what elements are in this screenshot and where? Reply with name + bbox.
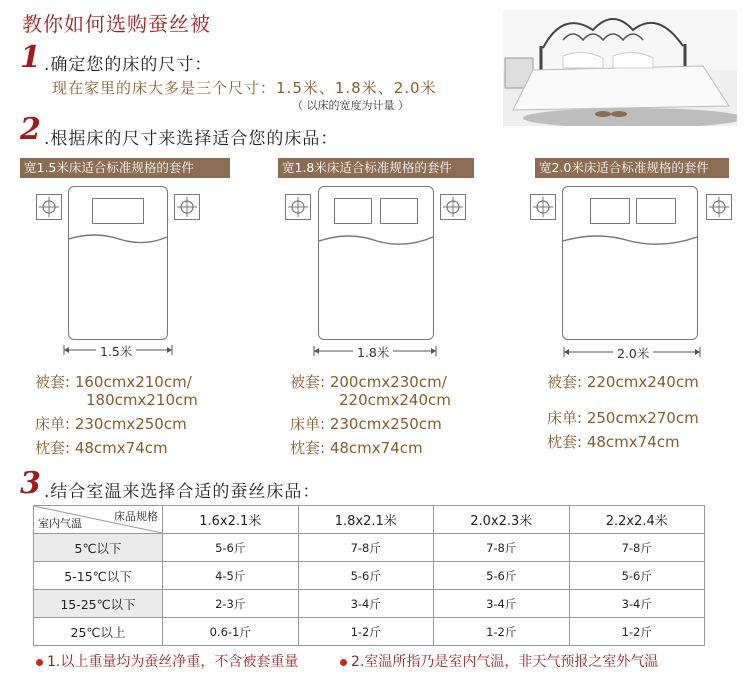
sheet-label: 床单:	[35, 415, 71, 433]
table-header-row	[34, 506, 705, 534]
lamp-icon	[531, 195, 555, 219]
bed-header: 宽1.5米床适合标准规格的套件	[20, 158, 230, 178]
column-header: 1.8x2.1米	[298, 506, 434, 534]
table-cell: 3-4斤	[569, 590, 705, 618]
bed-header: 宽2.0米床适合标准规格的套件	[535, 158, 729, 178]
bed-diagram-1	[20, 158, 230, 178]
table-row	[34, 562, 705, 590]
footnote-2-text: 2.室温所指乃是室内气温，非天气预报之室外气温	[351, 654, 659, 670]
lamp-icon	[707, 195, 731, 219]
table-cell: 7-8斤	[569, 534, 705, 562]
cover-value: 200cmx230cm/	[329, 373, 447, 391]
cover-label: 被套:	[35, 373, 71, 391]
footnote-2	[340, 651, 658, 671]
step1-number: 1	[20, 40, 41, 75]
cover-value-2: 220cmx240cm	[339, 391, 451, 409]
table-cell: 5-6斤	[298, 562, 434, 590]
row-header: 5-15℃以下	[34, 562, 163, 590]
lamp-icon	[175, 195, 199, 219]
bed-frame	[562, 186, 698, 340]
table-cell: 0.6-1斤	[163, 618, 299, 646]
bullet-dot-icon	[340, 659, 347, 666]
sheet-value: 250cmx270cm	[586, 409, 699, 427]
table-cell: 4-5斤	[163, 562, 299, 590]
bullet-dot-icon	[36, 659, 43, 666]
cover-value: 160cmx210cm/	[74, 373, 192, 391]
sheet-value: 230cmx250cm	[74, 415, 187, 433]
corner-top-label: 床品规格	[114, 510, 158, 523]
cover-label: 被套:	[547, 373, 583, 391]
table-cell: 2-3斤	[163, 590, 299, 618]
bed-width-label: 1.8米	[353, 343, 393, 361]
step3-heading: .结合室温来选择合适的蚕丝床品：	[44, 482, 321, 502]
pillow	[92, 198, 144, 224]
pillowcase-value: 48cmx74cm	[329, 439, 423, 457]
nightstand-right	[706, 194, 732, 220]
bed-diagram-3	[535, 158, 729, 178]
table-cell: 5-6斤	[569, 562, 705, 590]
lamp-icon	[441, 195, 465, 219]
column-header: 1.6x2.1米	[163, 506, 299, 534]
sheet-label: 床单:	[290, 415, 326, 433]
weight-table	[33, 505, 705, 646]
table-cell: 1-2斤	[569, 618, 705, 646]
spec-block-2	[290, 373, 451, 457]
step1-note: （ 以床的宽度为计量 ）	[292, 99, 409, 112]
table-cell: 1-2斤	[434, 618, 570, 646]
lamp-icon	[37, 195, 61, 219]
column-header: 2.2x2.4米	[569, 506, 705, 534]
row-header: 15-25℃以下	[34, 590, 163, 618]
corner-bottom-label: 室内气温	[38, 517, 82, 530]
footnote-1-text: 1.以上重量均为蚕丝净重，不含被套重量	[47, 654, 299, 670]
spec-block-3	[547, 373, 699, 451]
pillowcase-value: 48cmx74cm	[74, 439, 168, 457]
page-title: 教你如何选购蚕丝被	[22, 12, 211, 36]
table-cell: 5-6斤	[434, 562, 570, 590]
table-cell: 1-2斤	[298, 618, 434, 646]
pillowcase-label: 枕套:	[290, 439, 326, 457]
table-row	[34, 590, 705, 618]
nightstand-right	[174, 194, 200, 220]
footnote-1	[36, 651, 298, 671]
cover-label: 被套:	[290, 373, 326, 391]
step2-heading: .根据床的尺寸来选择适合您的床品：	[44, 129, 339, 149]
column-header: 2.0x2.3米	[434, 506, 570, 534]
step1-heading: .确定您的床的尺寸：	[44, 55, 213, 75]
table-cell: 3-4斤	[298, 590, 434, 618]
table-row	[34, 618, 705, 646]
nightstand-right	[440, 194, 466, 220]
step2-number: 2	[20, 112, 41, 147]
pillow	[334, 198, 372, 224]
table-cell: 7-8斤	[298, 534, 434, 562]
bed-diagram-2	[278, 158, 474, 178]
table-corner-cell	[34, 506, 163, 534]
pillowcase-label: 枕套:	[547, 433, 583, 451]
bed-header: 宽1.8米床适合标准规格的套件	[278, 158, 474, 178]
pillow	[590, 198, 630, 224]
lamp-icon	[286, 195, 310, 219]
row-header: 25℃以上	[34, 618, 163, 646]
cover-value-2: 180cmx210cm	[86, 391, 198, 409]
bed-width-label: 1.5米	[96, 342, 136, 360]
table-cell: 3-4斤	[434, 590, 570, 618]
bed-width-label: 2.0米	[613, 344, 653, 362]
nightstand-left	[36, 194, 62, 220]
step1-line: 现在家里的床大多是三个尺寸：1.5米、1.8米、2.0米	[52, 79, 437, 97]
pillowcase-label: 枕套:	[35, 439, 71, 457]
bedroom-photo	[503, 10, 737, 126]
pillow	[636, 198, 676, 224]
pillowcase-value: 48cmx74cm	[586, 433, 680, 451]
table-row	[34, 534, 705, 562]
sheet-label: 床单:	[547, 409, 583, 427]
table-cell: 7-8斤	[434, 534, 570, 562]
row-header: 5℃以下	[34, 534, 163, 562]
table-cell: 5-6斤	[163, 534, 299, 562]
nightstand-left	[285, 194, 311, 220]
blanket-fold	[563, 187, 697, 339]
nightstand-left	[530, 194, 556, 220]
cover-value: 220cmx240cm	[586, 373, 699, 391]
pillow	[380, 198, 418, 224]
step3-number: 3	[20, 466, 41, 501]
spec-block-1	[35, 373, 198, 457]
sheet-value: 230cmx250cm	[329, 415, 442, 433]
